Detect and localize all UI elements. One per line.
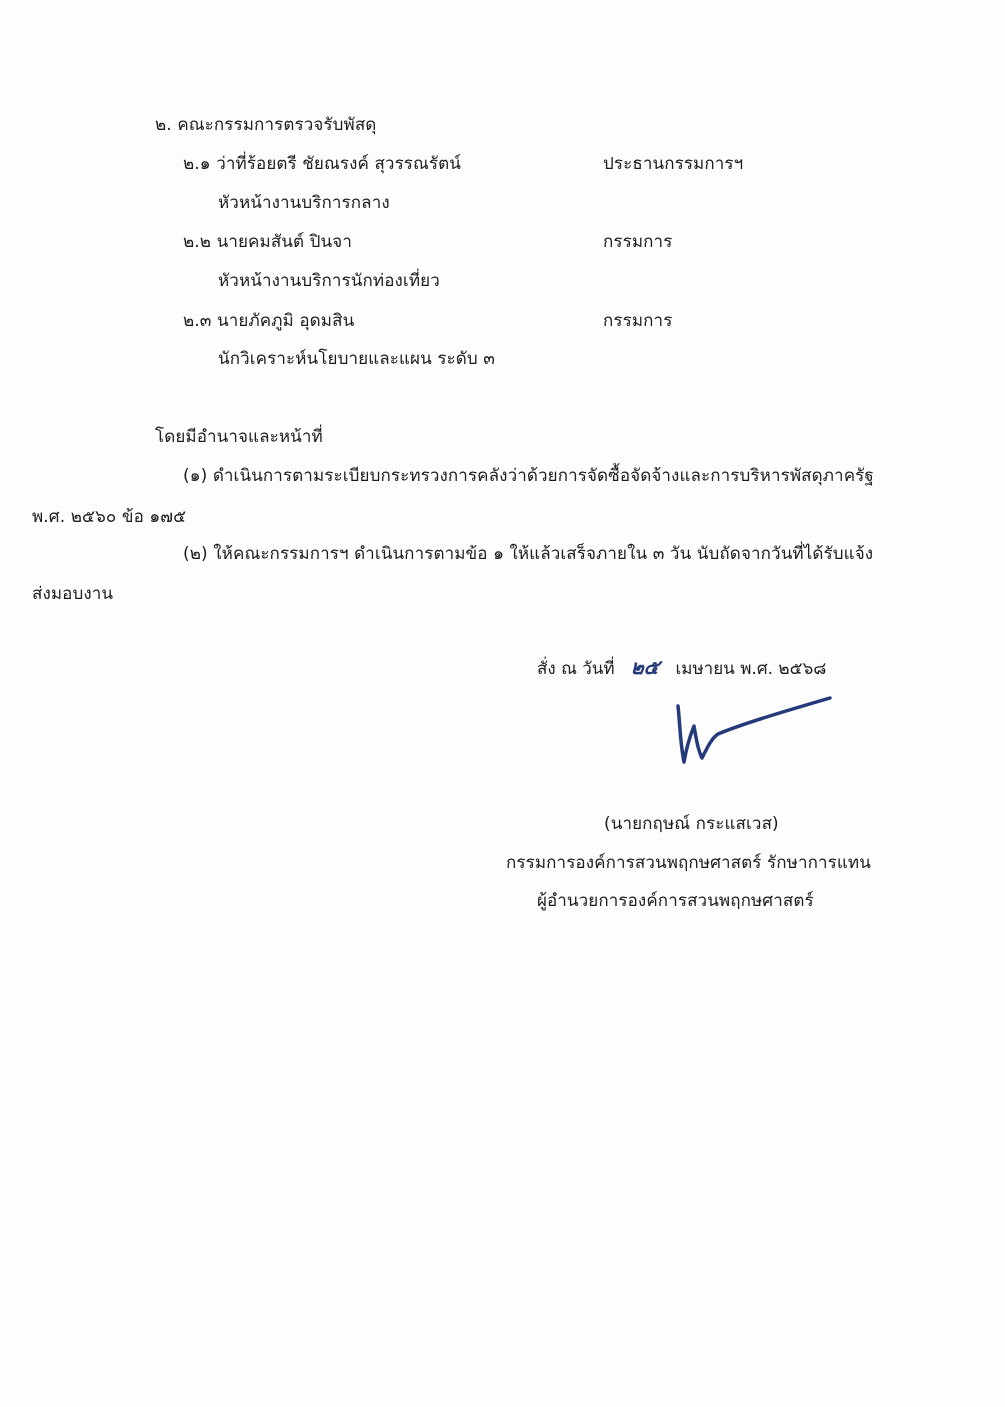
order-date-month-year: เมษายน พ.ศ. ๒๕๖๘ [675, 659, 827, 679]
member-2-role: กรรมการ [603, 232, 673, 252]
member-3-position: นักวิเคราะห์นโยบายและแผน ระดับ ๓ [218, 349, 496, 369]
order-date [537, 655, 826, 681]
duty-1-text: (๑) ดำเนินการตามระเบียบกระทรวงการคลังว่าด้วยการจัดซื้อจัดจ้างและการบริหารพัสดุภาครัฐ [183, 466, 874, 486]
member-2-position: หัวหน้างานบริการนักท่องเที่ยว [218, 271, 440, 291]
member-3-name: ๒.๓ นายภัคภูมิ อุดมสิน [183, 311, 355, 331]
member-3-role: กรรมการ [603, 311, 673, 331]
signature-stroke [678, 698, 830, 762]
committee-heading: ๒. คณะกรรมการตรวจรับพัสดุ [155, 115, 377, 135]
order-date-prefix: สั่ง ณ วันที่ [537, 659, 615, 679]
member-1-position: หัวหน้างานบริการกลาง [218, 193, 390, 213]
member-2-name: ๒.๒ นายคมสันต์ ปินจา [183, 232, 352, 252]
duty-2-text: (๒) ให้คณะกรรมการฯ ดำเนินการตามข้อ ๑ ให้แล้วเสร็จภายใน ๓ วัน นับถัดจากวันที่ได้รับแจ้ง [183, 544, 874, 564]
duty-1-text-continued: พ.ศ. ๒๕๖๐ ข้อ ๑๗๕ [32, 507, 187, 527]
signatory-name: (นายกฤษณ์ กระแสเวส) [604, 814, 779, 834]
member-1-role: ประธานกรรมการฯ [603, 154, 744, 174]
duty-2-text-continued: ส่งมอบงาน [32, 584, 114, 604]
order-date-day-handwritten: ๒๕ [629, 655, 661, 679]
signature-image [672, 690, 842, 780]
signatory-position-line-2: ผู้อำนวยการองค์การสวนพฤกษศาสตร์ [537, 891, 814, 911]
authority-heading: โดยมีอำนาจและหน้าที่ [155, 427, 323, 447]
signatory-position-line-1: กรรมการองค์การสวนพฤกษศาสตร์ รักษาการแทน [506, 853, 871, 873]
member-1-name: ๒.๑ ว่าที่ร้อยตรี ชัยณรงค์ สุวรรณรัตน์ [183, 154, 462, 174]
